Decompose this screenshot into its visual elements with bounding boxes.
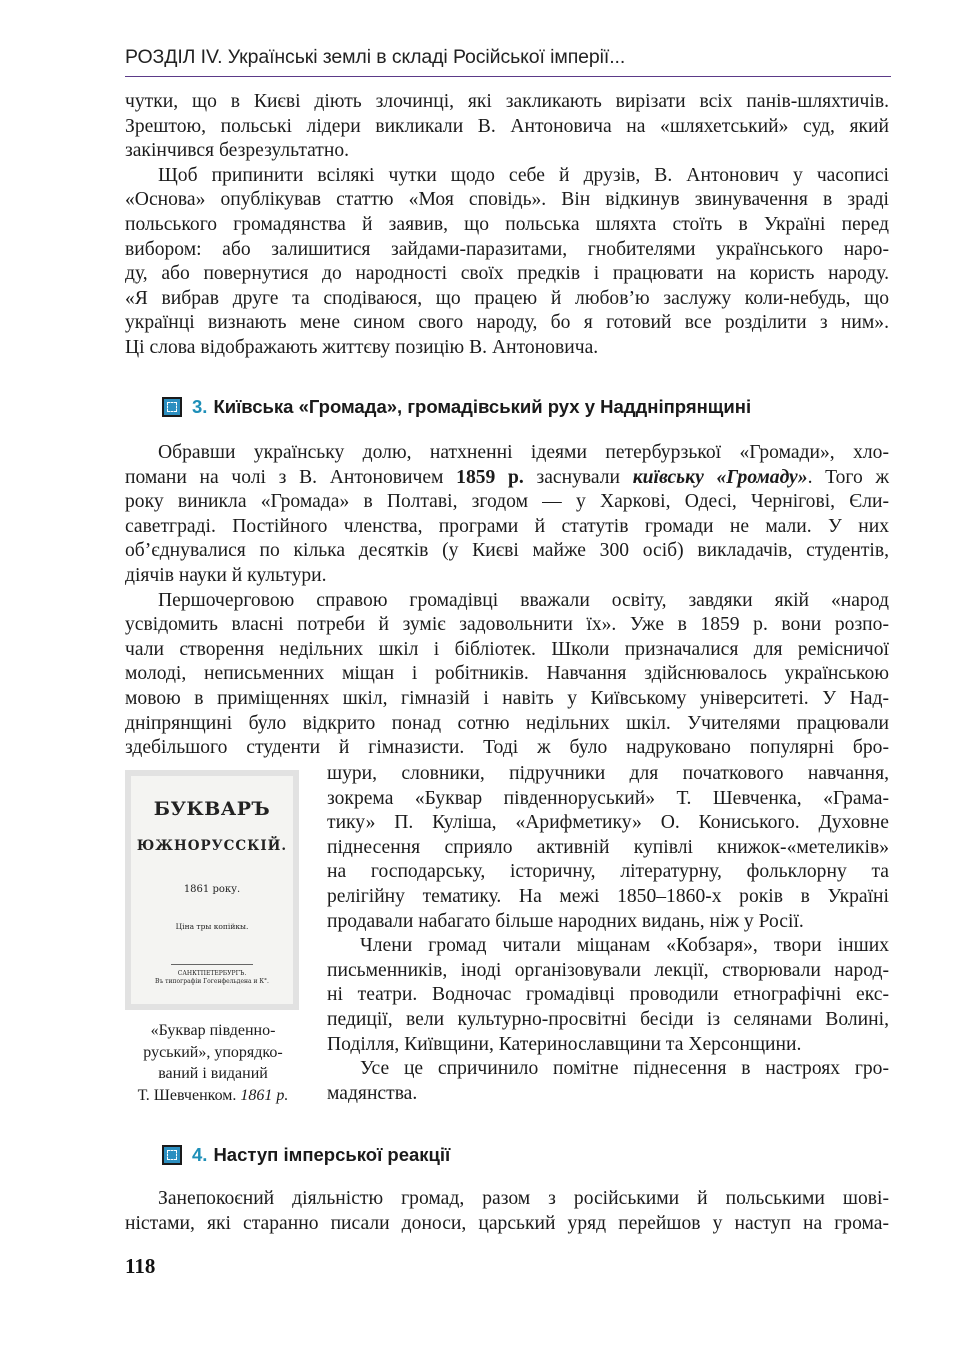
text-line: Щоб припинити всілякі чутки щодо себе й друзів, В. Антонович у часописі	[158, 164, 889, 186]
section-title: Наступ імперської реакції	[213, 1144, 451, 1165]
text-line: діячів науки й культури.	[125, 564, 327, 586]
section-marker-icon	[162, 1145, 182, 1165]
text-line: ністами, які старанно писали доноси, царський уряд перейшов у наступ на грома-	[125, 1212, 889, 1234]
caption-line: «Буквар південно-	[150, 1022, 276, 1039]
section-4-text	[125, 1187, 889, 1236]
text-line: письменників, іноді організовували лекції, створювали народ-	[327, 959, 889, 981]
section-4-heading	[162, 1144, 889, 1166]
running-title: РОЗДІЛ IV. Українські землі в складі Російської імперії...	[125, 46, 626, 68]
text-run: помани на чолі з В. Антоновичем	[125, 466, 457, 488]
section-number: 3.	[192, 396, 208, 417]
cover-imprint-city: САНКТПЕТЕРБУРГЪ.	[177, 970, 247, 977]
text-line: «Я вибрав друге та сподіваюся, що працею й любов’ю заслужу коли-небудь, що	[125, 287, 889, 309]
text-line: саветграді. Постійного членства, програми й статутів громади не мали. У них	[125, 515, 889, 537]
intro-paragraph-2	[125, 164, 889, 361]
text-line: об’єднувалися по кілька десятків (у Києві майже 300 осіб) викладачів, студентів,	[125, 540, 889, 562]
caption-line: ваний і виданий	[158, 1065, 268, 1083]
text-line: закінчився безрезультатно.	[125, 140, 350, 162]
text-line: продавали набагато більше народних видань, ніж у Росії.	[327, 910, 804, 932]
section-3-heading	[162, 396, 889, 418]
text-line: педиції, вели культурно-просвітні бесіди із селянами Волині,	[327, 1008, 889, 1030]
key-term: київську «Громаду»	[632, 466, 808, 488]
sec3-paragraph-3	[327, 934, 889, 1057]
text-line	[125, 466, 889, 491]
text-line: Ці слова відображають життєву позицію В. Антоновича.	[125, 336, 599, 358]
text-line: ні театри. Водночас громадівці проводили етнографічні екс-	[327, 984, 889, 1006]
text-line: Поділля, Київщини, Катеринославщини та Херсонщини.	[327, 1033, 802, 1055]
cover-subtitle: ЮЖНОРУССКІЙ.	[136, 838, 288, 854]
section-marker-icon	[162, 397, 182, 417]
text-line: Зрештою, польські лідери викликали В. Антоновича на «шляхетський» суд, який	[125, 115, 889, 137]
text-run: . Того ж	[807, 466, 889, 488]
header-rule	[125, 76, 891, 77]
cover-year: 1861 року.	[183, 884, 241, 895]
sec3-paragraph-2	[125, 589, 889, 761]
cover-price: Ціна тры копійкы.	[175, 922, 249, 931]
cover-rule	[171, 964, 253, 965]
text-line: усвідомить власні потреби й зуміє задовольнити їх». Уже в 1859 р. вони розпо-	[125, 614, 889, 636]
section-3-text	[125, 441, 889, 761]
text-line: тику» П. Куліша, «Арифметику» О. Кониського. Духовне	[327, 812, 889, 834]
text-line: чали створення недільних шкіл і бібліотек. Школи призначалися для ремісничої	[125, 638, 889, 660]
figure-caption	[120, 1020, 306, 1106]
caption-author: Т. Шевченком.	[137, 1086, 241, 1104]
sec3-paragraph-1	[125, 441, 889, 589]
text-line: дніпрянщині було відкрито понад сотню недільних шкіл. Учителями працювали	[125, 712, 889, 734]
text-line: українці визнають мене сином свого народу, бо я готовий все розділити з ним».	[125, 312, 889, 334]
text-line: «Основа» опублікував статтю «Моя сповідь». Він відкинув звинувачення в зраді	[125, 189, 889, 211]
text-line: Першочерговою справою громадівці вважали освіту, завдяки якій «народ	[158, 589, 889, 611]
page-number: 118	[125, 1254, 156, 1278]
text-line: здебільшого студенти й гімназисти. Тоді ж було надруковано популярні бро-	[125, 737, 889, 759]
text-line: піднесення сприяло активній купівлі книжок-«метеликів»	[327, 836, 889, 858]
text-line: зокрема «Буквар південноруський» Т. Шевченка, «Грама-	[327, 787, 889, 809]
text-line: вибором: або залишитися зайдами-паразитами, гнобителями українського наро-	[125, 238, 889, 260]
text-line: Обравши українську долю, натхненні ідеями петербурзької «Громади», хло-	[158, 442, 889, 463]
sec3-paragraph-4	[327, 1057, 889, 1106]
text-line: на господарську, історичну, літературну, фольклорну та	[327, 861, 889, 883]
cover-page	[131, 776, 293, 1004]
text-line: ду, або повернутися до народності своїх предків і працювати на користь народу.	[125, 263, 889, 285]
caption-line: руський», упорядко-	[143, 1043, 283, 1061]
text-line: молоді, неписьменних міщан і робітників. Навчання здійснювалось українською	[125, 663, 889, 685]
caption-line	[120, 1085, 306, 1107]
text-line: Члени громад читали міщанам «Кобзаря», твори інших	[360, 935, 889, 957]
section-title: Київська «Громада», громадівський рух у Наддніпрянщині	[213, 396, 752, 417]
text-line: релігійну тематику. На межі 1850–1860-х років в Україні	[327, 885, 889, 907]
cover-imprint-printer: Въ типографіи Гогенфельдена и К°.	[155, 978, 269, 985]
text-line: мовою в приміщеннях шкіл, гімназій і навіть у Київському університеті. У Над-	[125, 687, 889, 709]
text-line: Усе це спричинило помітне піднесення в настроях гро-	[360, 1058, 889, 1080]
intro-text	[125, 90, 889, 361]
cover-title: БУКВАРЪ	[153, 798, 271, 820]
section-3-wrap-text	[327, 762, 889, 1106]
key-year: 1859 р.	[456, 466, 524, 488]
bukvar-cover-image	[125, 770, 299, 1010]
intro-paragraph-1	[125, 90, 889, 164]
text-line: чутки, що в Києві діють злочинці, які закликають вирізати всіх панів-шляхтичів.	[125, 91, 889, 112]
text-line: Занепокоєний діяльністю громад, разом з російськими й польськими шові-	[158, 1188, 889, 1209]
sec4-paragraph-1	[125, 1187, 889, 1236]
cover-imprint	[131, 970, 293, 986]
text-line: року виникла «Громада» в Полтаві, згодом — у Харкові, Одесі, Чернігові, Єли-	[125, 491, 889, 513]
section-number: 4.	[192, 1144, 208, 1165]
sec3-paragraph-2-cont	[327, 762, 889, 934]
text-line: шури, словники, підручники для початкового навчання,	[327, 763, 889, 784]
text-line: мадянства.	[327, 1082, 418, 1104]
text-run: заснували	[523, 466, 633, 488]
text-line: польського громадянства й заявив, що польська шляхта стоїть в Україні перед	[125, 213, 889, 235]
caption-year: 1861 р.	[240, 1086, 289, 1104]
